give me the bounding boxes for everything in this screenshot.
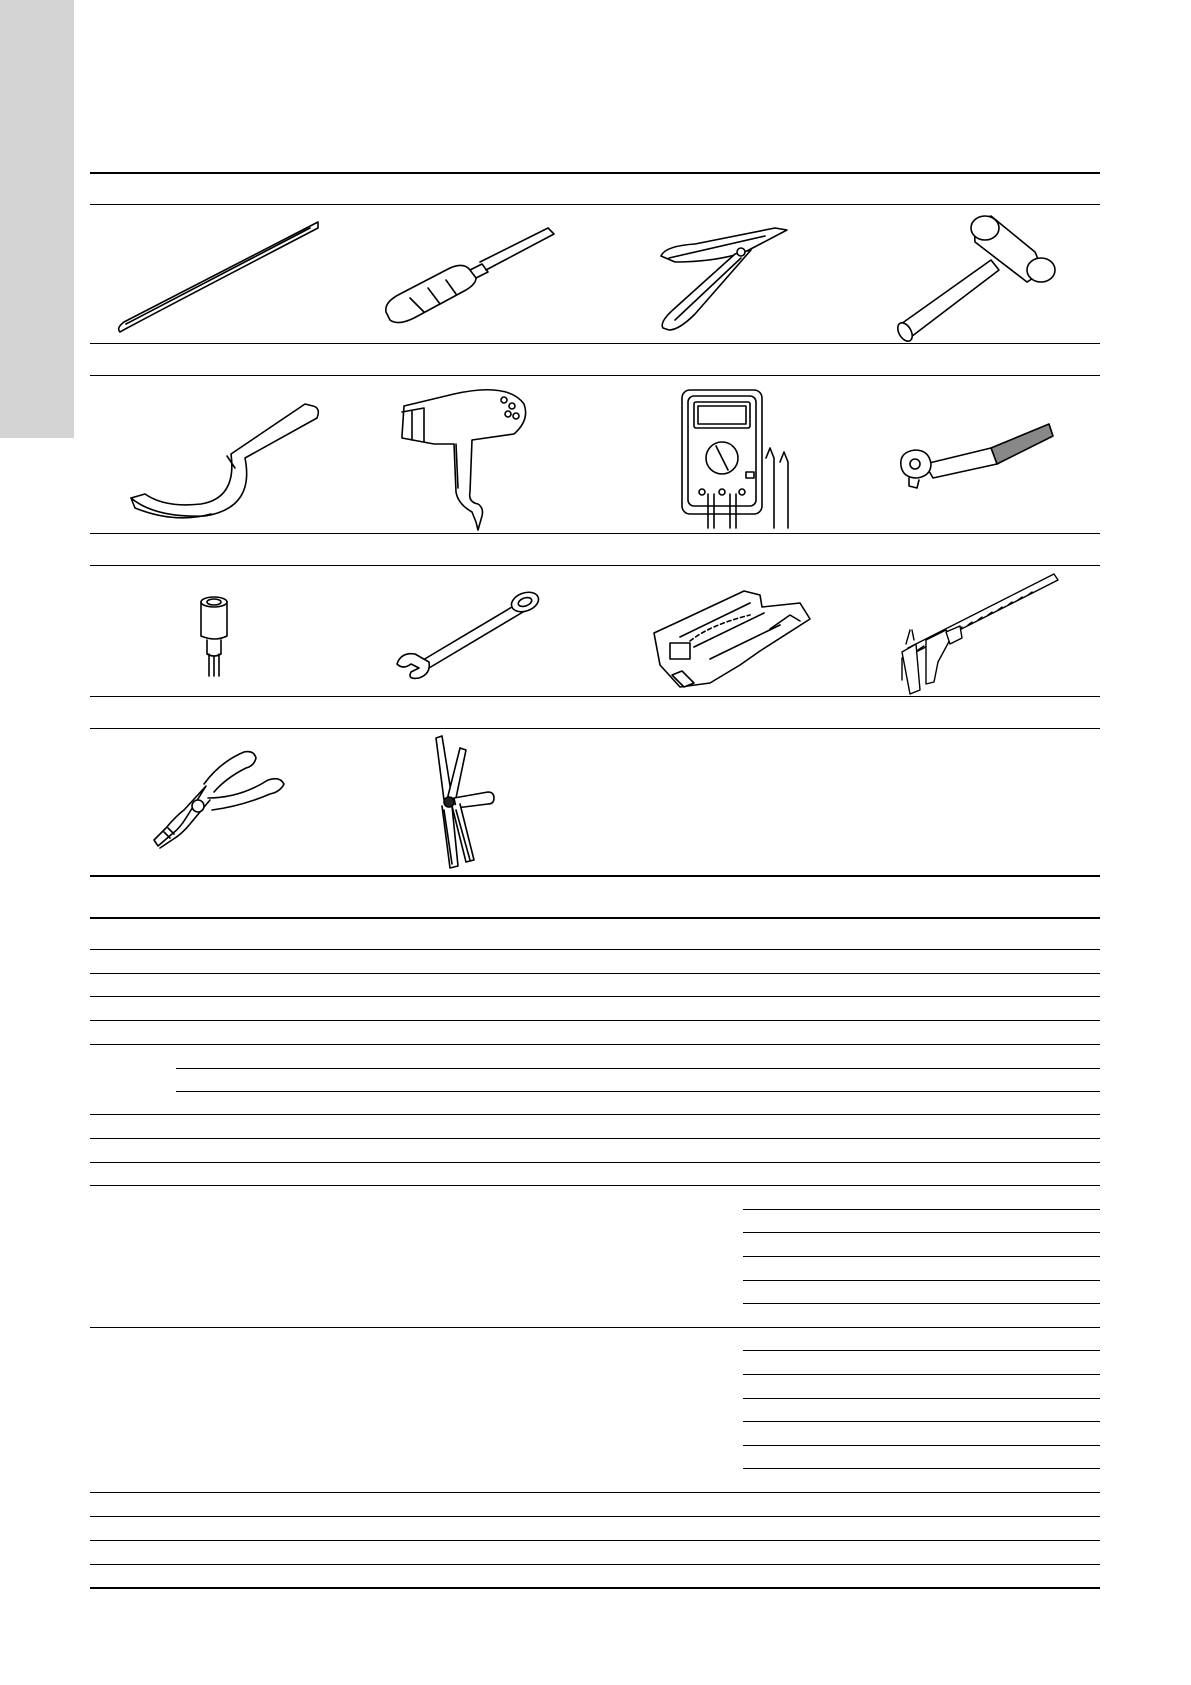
table-subrow-rule xyxy=(743,1374,1100,1375)
table-row-rule xyxy=(90,996,1100,997)
table-row-rule xyxy=(90,1114,1100,1115)
caption-rule-1 xyxy=(90,204,1100,205)
table-subrow-rule xyxy=(743,1445,1100,1446)
multimeter-icon xyxy=(680,388,802,530)
rubber-mallet-icon xyxy=(895,212,1070,344)
table-row-rule xyxy=(90,1327,1100,1328)
grid-top-rule xyxy=(90,172,1100,174)
table-row-rule xyxy=(90,1020,1100,1021)
hook-spanner-icon xyxy=(125,398,325,523)
table-bottom-rule xyxy=(90,1587,1100,1589)
table-row-rule xyxy=(90,973,1100,974)
table-subrow-rule xyxy=(743,1398,1100,1399)
table-subrow-rule xyxy=(743,1280,1100,1281)
table-subrow-rule xyxy=(743,1468,1100,1469)
table-subrow-rule xyxy=(743,1209,1100,1210)
table-subrow-rule xyxy=(743,1421,1100,1422)
table-subrow-rule xyxy=(176,1091,1100,1092)
grid-bottom-rule xyxy=(90,875,1100,877)
side-cutter-icon xyxy=(150,748,290,852)
table-row-rule xyxy=(90,1516,1100,1517)
circlip-pliers-icon xyxy=(655,222,795,334)
caption-rule-2 xyxy=(90,375,1100,376)
table-subrow-rule xyxy=(743,1256,1100,1257)
table-subrow-rule xyxy=(743,1232,1100,1233)
table-row-rule xyxy=(90,1044,1100,1045)
socket-bit-icon xyxy=(185,594,245,678)
screwdriver-icon xyxy=(380,222,560,332)
table-row-rule xyxy=(90,1564,1100,1565)
heat-gun-icon xyxy=(398,384,538,532)
combination-wrench-icon xyxy=(393,590,543,680)
table-subrow-rule xyxy=(743,1350,1100,1351)
caption-rule-4 xyxy=(90,728,1100,729)
row-rule-2 xyxy=(90,533,1100,534)
vernier-caliper-icon xyxy=(898,570,1060,695)
row-rule-3 xyxy=(90,696,1100,697)
ratchet-wrench-icon xyxy=(895,420,1055,492)
table-subrow-rule xyxy=(176,1068,1100,1069)
caption-rule-3 xyxy=(90,565,1100,566)
bearing-puller-icon xyxy=(650,585,815,691)
table-header-rule xyxy=(90,917,1100,919)
hex-key-set-icon xyxy=(430,734,500,874)
table-row-rule xyxy=(90,1162,1100,1163)
side-tab xyxy=(0,0,74,438)
table-row-rule xyxy=(90,1185,1100,1186)
table-row-rule xyxy=(90,1492,1100,1493)
table-row-rule xyxy=(90,949,1100,950)
table-row-rule xyxy=(90,1138,1100,1139)
pry-bar-icon xyxy=(110,218,325,338)
table-subrow-rule xyxy=(743,1303,1100,1304)
table-row-rule xyxy=(90,1540,1100,1541)
